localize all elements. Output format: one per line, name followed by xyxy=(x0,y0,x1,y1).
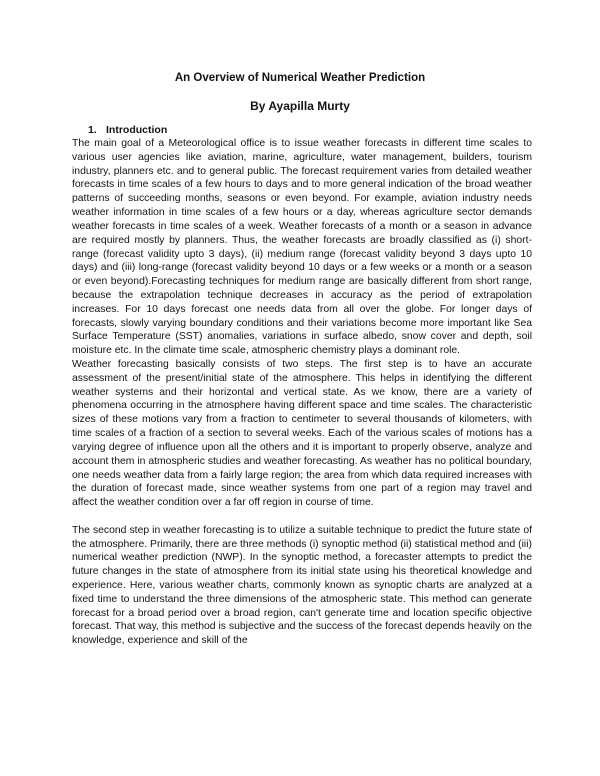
section-number: 1. xyxy=(88,124,97,136)
section-heading xyxy=(88,123,167,137)
body-paragraph-1: The main goal of a Meteorological office is to issue weather forecasts in different time scales to various user agencies like aviation, marine, agriculture, water management, builders, tourism industry, planners etc. and to general public. The forecast requirement varies from detailed weather forecasts in time scales of a few hours to days and to more general indication of the broad weather patterns of succeeding months, seasons or even beyond. For example, aviation industry needs weather information in time scales of a few hours or a day, whereas agriculture sector demands weather forecasts in time scales of a week. Weather forecasts of a month or a season in advance are required mostly by planners. Thus, the weather forecasts are broadly classified as (i) short-range (forecast validity upto 3 days), (ii) medium range (forecast validity beyond 3 days upto 10 days) and (iii) long-range (forecast validity beyond 10 days or a few weeks or a month or a season or even beyond).Forecasting techniques for medium range are basically different from short range, because the extrapolation technique decreases in accuracy as the period of extrapolation increases. For 10 days forecast one needs data from all over the globe. For longer days of forecasts, slowly varying boundary conditions and their variations become more important like Sea Surface Temperature (SST) anomalies, variations in surface albedo, snow cover and depth, soil moisture etc. In the climate time scale, atmospheric chemistry plays a dominant role. xyxy=(72,138,532,357)
body-paragraph-2: Weather forecasting basically consists of two steps. The first step is to have an accurate assessment of the present/initial state of the atmosphere. This helps in identifying the different weather systems and their horizontal and vertical state. As we know, there are a variety of phenomena occurring in the atmosphere having different space and time scales. The characteristic sizes of these motions vary from a fraction to centimeter to several thousands of kilometers, with time scales of a fraction of a section to several weeks. Each of the various scales of motions has a varying degree of influence upon all the others and it is important to properly observe, analyze and account them in atmospheric studies and weather forecasting. As weather has no political boundary, one needs weather data from a fairly large region; the area from which data required increases with the duration of forecast made, since weather systems from one part of a region may travel and affect the weather condition over a far off region in course of time. xyxy=(72,359,532,509)
document-body xyxy=(72,137,532,648)
body-paragraph-3: The second step in weather forecasting is to utilize a suitable technique to predict the future state of the atmosphere. Primarily, there are three methods (i) synoptic method (ii) statistical method and (iii) numerical weather prediction (NWP). In the synoptic method, a forecaster attempts to predict the future changes in the state of atmosphere from its initial state using his theoretical knowledge and experience. Here, various weather charts, commonly known as synoptic charts are analyzed at a fixed time to understand the three dimensions of the atmospheric state. This method can generate forecast for a broad period over a broad region, can't generate time and location specific objective forecast. That way, this method is subjective and the success of the forecast depends heavily on the knowledge, experience and skill of the xyxy=(72,524,532,647)
document-title: An Overview of Numerical Weather Prediction xyxy=(174,72,426,84)
section-title: Introduction xyxy=(106,124,168,136)
document-author: By Ayapilla Murty xyxy=(250,99,350,113)
